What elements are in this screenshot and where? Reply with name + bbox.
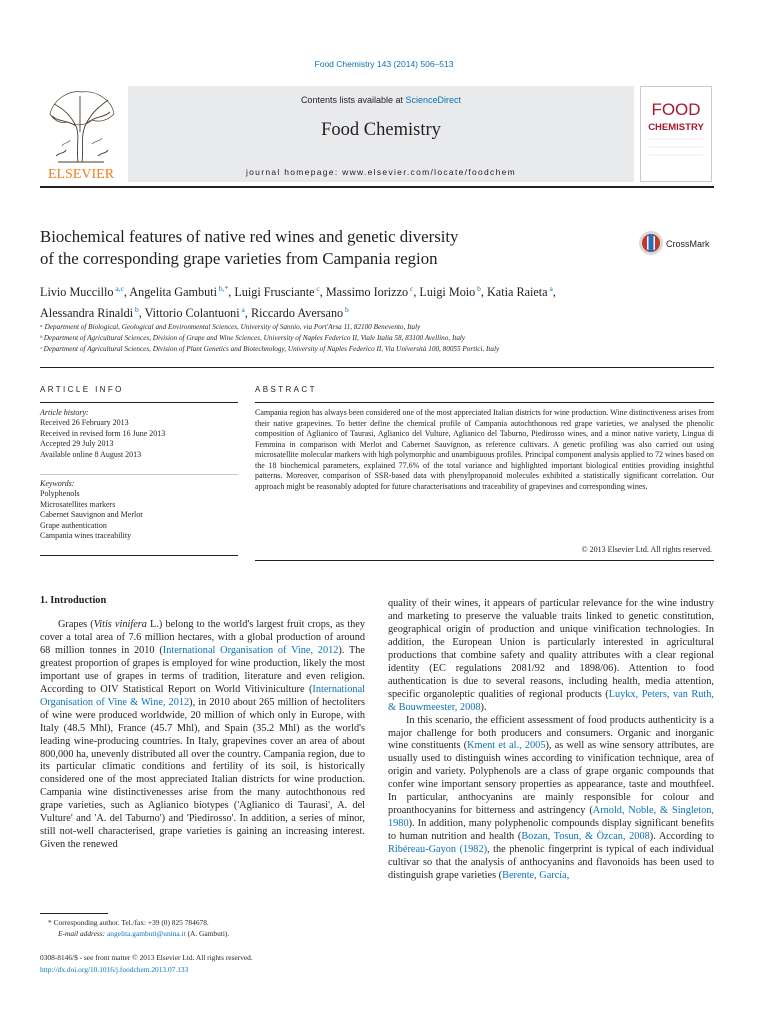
italic-text: Vitis vinifera [93,619,147,630]
text-run: quality of their wines, it appears of particular relevance for the wine industry and marketing to preserve the valuable traits linked to genetic constitution, geographical origin of production and unique vinification technologies. In addition, the European Union is particularly interested in agricultural productions that combine safety and quality attributes with a clear regional identity (EC regulations 2081/92 and 1898/06). Attention to food authentication is due to several reasons, including health, media attention, specific organoleptic qualities of regional products ( [388,598,714,700]
body-column-left [40,619,365,852]
citation-link[interactable]: Arnold, Noble, & Singleton, 1980 [388,805,715,830]
author-separator: , [480,285,487,300]
paragraph [388,598,714,715]
article-title [40,226,600,270]
cover-image [641,87,711,181]
affiliation-b: ᵇ Department of Agricultural Sciences, Division of Grape and Wine Sciences, University of Naples Federico II, Viale Italia 58, 83100 Avellino, Italy [40,334,466,343]
doi-link[interactable]: http://dx.doi.org/10.1016/j.foodchem.2013.07.133 [40,964,189,974]
body-column-right [388,598,714,883]
email-link[interactable]: angelita.gambuti@unina.it [107,929,186,938]
affiliation-marker[interactable]: b,* [216,284,229,293]
author-name: Katia Raieta [487,285,548,300]
affiliation-marker[interactable]: b [475,284,481,293]
history-online: Available online 8 August 2013 [40,449,142,459]
journal-header [128,86,634,182]
author-list [40,280,720,322]
text-run: ), in 2010 about 265 million of hectoliters of wine were produced worldwide, 20 million of which only in Europe, with Italy (48.5 Mhl), France (45.7 Mhl), and Spain (35.2 Mhl) as the world's leading wine-producing countries. In Italy, grapevines cover an area of about 800,000 ha, unevenly distributed all over the country. Campania region, due to its particular climatic conditions and fertility of its soil, is historically considered one of the most appreciated Italian districts for wine production. Campania wine distinctivenesses arise from the many autochthonous red grape varieties, such as Aglianico biotypes ('Aglianico di Taurasi', A. del Vulture' and 'A. del Taburno') and 'Piedirosso'. In addition, a series of minor, still not-well characterised, grape varieties is gaining an increasing interest. Given the renewed [40,696,365,851]
crossmark-icon [638,229,718,259]
author-name: Luigi Frusciante [234,285,315,300]
email-label: E-mail address: [58,929,106,938]
article-info-bottom-rule [40,555,238,556]
affiliation-marker[interactable]: c [314,284,320,293]
keywords [40,479,240,541]
contents-prefix: Contents lists available at [300,95,403,105]
journal-homepage[interactable]: journal homepage: www.elsevier.com/locate/foodchem [245,167,517,177]
history-received: Received 26 February 2013 [40,418,129,428]
contents-line [128,95,634,105]
keywords-label: Keywords: [40,479,75,488]
sciencedirect-link[interactable]: ScienceDirect [405,95,462,105]
abstract-text: Campania region has always been considered one of the most appreciated Italian districts for wine production. Wine distinctiveness arises from their native grapevines. To better define the chemical profile of Campania autochthonous red grape varieties, we analysed the phenolic composition of Aglianico of Taurasi, Aglianico del Vulture, Aglianico del Taburno, Piedirosso wines, and a minor native variety, Lingua di Femmina in comparison with Merlot and Cabernet Sauvignon, as reference cultivars. A genetic profiling was also carried out using microsatellite molecular markers with high polymorphic and unambiguous profiles. Principal component analysis applied to 72 wines based on the 18 biochemical parameters, explained 77.6% of the total variance and highlighted important biological entities providing insightful patterns. Moreover, comparison of SSR-based data with phenylpropanoid molecules exhibited a statistically significant correlation. Our approach might be reasonably adopted for future characterisations and traceability of grapevines and corresponding wines. [255,408,714,491]
affiliation-marker[interactable]: b [343,305,349,315]
email-line [40,928,365,939]
author-separator: , [228,285,235,300]
citation-link[interactable]: Kment et al., 2005 [467,740,546,752]
elsevier-tree-icon [40,86,122,182]
crossmark-label: CrossMark [666,239,710,249]
author-name: Riccardo Aversano [250,306,344,321]
text-run: In this scenario, the efficient assessment of food products authenticity is a major challenge for both producers and consumers. Organic and inorganic wine constituents ( [388,714,714,752]
header-rule [40,186,714,188]
affiliation-c: ᶜ Department of Agricultural Sciences, Division of Plant Genetics and Biotechnology, University of Naples Federico II, Via Università 100, 80055 Portici, Italy [40,345,500,354]
corresponding-author: * Corresponding author. Tel./fax: +39 (0) 825 784678. [48,918,209,927]
history-label: Article history: [40,408,89,417]
cover-title-food: FOOD [651,100,701,119]
paragraph [40,619,365,852]
title-rule [40,367,714,368]
affiliation-marker[interactable]: a [239,305,245,315]
article-info-rule [40,402,238,403]
author-name: Livio Muccillo [40,285,114,300]
text-run: Grapes ( [58,619,94,630]
crossmark-button[interactable] [638,229,718,259]
author-name: Alessandra Rinaldi [40,306,134,321]
footnote [40,917,365,939]
keyword-item: Grape authentication [40,520,107,530]
citation-link[interactable]: Luykx, Peters, van Ruth, & Bouwmeester, 2008 [388,688,714,713]
affiliations [40,322,720,356]
author-name: Luigi Moio [419,285,476,300]
author-separator: , [244,306,251,321]
author-separator: , [319,285,326,300]
affiliation-marker[interactable]: a,c [113,284,124,293]
citation-link[interactable]: International Organisation of Vine, 2012 [162,644,339,656]
journal-title: Food Chemistry [321,120,441,140]
affiliation-marker[interactable]: b [133,305,139,315]
elsevier-wordmark: ELSEVIER [47,167,115,182]
affiliation-marker[interactable]: c [408,284,414,293]
author-name: Vittorio Colantuoni [144,306,240,321]
author-separator: , [552,285,556,300]
author-name: Massimo Iorizzo [325,285,409,300]
email-suffix: (A. Gambuti). [187,929,230,938]
title-line-1: Biochemical features of native red wines and genetic diversity [40,227,459,246]
text-run: ). [480,701,487,713]
keyword-item: Microsatellites markers [40,499,116,509]
journal-cover [640,86,712,182]
footnote-rule [40,913,108,914]
abstract-heading: ABSTRACT [255,385,317,394]
text-run: ). According to [649,831,715,843]
copyright: © 2013 Elsevier Ltd. All rights reserved. [581,545,712,554]
abstract-rule [255,402,714,403]
journal-reference[interactable]: Food Chemistry 143 (2014) 506–513 [314,59,454,69]
citation-link[interactable]: Ribéreau-Gayon (1982) [388,844,488,856]
section-heading: 1. Introduction [40,595,107,606]
paragraph [388,715,714,883]
title-line-2: of the corresponding grape varieties from Campania region [40,249,438,268]
cover-title-chemistry: CHEMISTRY [648,122,704,133]
keyword-item: Cabernet Sauvignon and Merlot [40,510,143,520]
history-accepted: Accepted 29 July 2013 [40,439,114,449]
citation-link[interactable]: Berente, García, [502,870,570,882]
elsevier-logo [40,86,122,182]
affiliation-marker[interactable]: a [547,284,553,293]
author-separator: , [413,285,420,300]
text-run: L.) belong to the world's largest fruit crops, as they cover a total area of 7.6 million hectares, with a global production of around 68 million tonnes in 2010 ( [40,619,365,656]
keyword-item: Polyphenols [40,489,80,499]
abstract-bottom-rule [255,560,714,561]
text-run: ). The greatest proportion of grapes is employed for wine production, likely the most important use of grapes in terms of tradition, literature and even religion. According to OIV Statistical Report on World Vitiviniculture ( [40,644,365,695]
author-separator: , [123,285,130,300]
text-run: , the phenolic fingerprint is typical of each individual cultivar so that the analysis of anthocyanins and flavonoids has been used to distinguish grape varieties ( [388,844,714,882]
page-footer [40,952,440,975]
affiliation-a: ᵃ Department of Biological, Geological and Environmental Sciences, University of Sannio, via Port'Arsa 11, 82100 Benevento, Italy [40,323,421,331]
history-revised: Received in revised form 16 June 2013 [40,428,166,438]
author-name: Angelita Gambuti [129,285,217,300]
article-history [40,408,240,460]
article-info-heading: ARTICLE INFO [40,385,124,394]
text-run: ), as well as wine sensory attributes, are usually used to distinguish wines according to vinification technique, area of origin and variety. Polyphenols are a class of grape organic compounds that confer wine important sensory properties as appearance, taste and mouthfeel. In particular, anthocyanins are mainly responsible for colour and proanthocyanins for bitterness and astringency ( [388,740,714,817]
author-separator: , [138,306,145,321]
text-run: ). In addition, many polyphenolic compounds display significant benefits to human nutrition and health ( [388,818,714,843]
issn-line: 0308-8146/$ - see front matter © 2013 Elsevier Ltd. All rights reserved. [40,953,253,962]
keyword-item: Campania wines traceability [40,531,132,541]
citation-link[interactable]: International Organisation of Vine & Wine, 2012 [40,683,365,708]
citation-link[interactable]: Bozan, Tosun, & Özcan, 2008 [521,831,650,843]
keywords-rule [40,474,238,475]
